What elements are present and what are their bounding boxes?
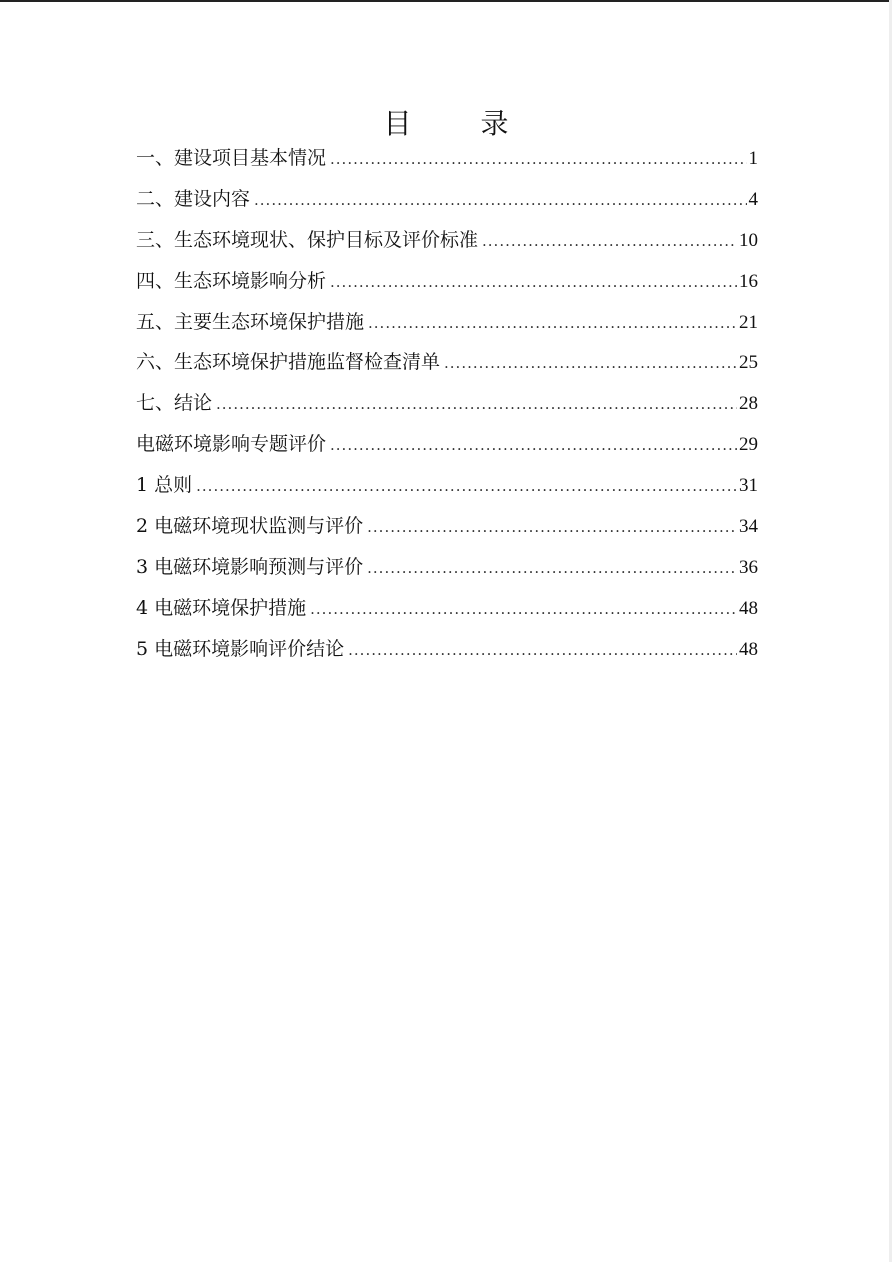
toc-entry-text: 电磁环境影响专题评价 xyxy=(136,433,327,456)
toc-entry-text: 一、建设项目基本情况 xyxy=(136,147,327,169)
toc-entry-text: 四、生态环境影响分析 xyxy=(136,269,327,292)
toc-leader-dots xyxy=(367,554,737,582)
toc-entry[interactable] xyxy=(136,308,758,349)
toc-entry-text: 三、生态环境现状、保护目标及评价标准 xyxy=(136,228,479,251)
toc-entry[interactable] xyxy=(136,471,758,512)
toc-entry-text: 4 电磁环境保护措施 xyxy=(136,596,307,619)
toc-entry-page: 34 xyxy=(739,516,758,538)
toc-entry[interactable] xyxy=(136,430,758,471)
toc-entry-page: 21 xyxy=(739,311,758,333)
toc-entry[interactable] xyxy=(136,553,758,594)
toc-entry[interactable] xyxy=(136,635,758,676)
toc-leader-dots xyxy=(330,431,737,459)
toc-entry-page: 25 xyxy=(739,352,758,374)
toc-leader-dots xyxy=(330,268,737,296)
toc-entry[interactable] xyxy=(136,144,758,185)
toc-entry-text: 5 电磁环境影响评价结论 xyxy=(136,637,345,660)
toc-entry-page: 48 xyxy=(739,638,758,660)
toc-entry-page: 48 xyxy=(739,597,758,619)
toc-entry[interactable] xyxy=(136,267,758,308)
toc-entry-text: 3 电磁环境影响预测与评价 xyxy=(136,555,364,578)
toc-leader-dots xyxy=(330,145,746,173)
toc-entry[interactable] xyxy=(136,185,758,226)
toc-leader-dots xyxy=(482,227,737,255)
toc-entry-page: 4 xyxy=(748,188,758,210)
toc-entry[interactable] xyxy=(136,594,758,635)
toc-title: 目 录 xyxy=(383,107,539,140)
toc-entry-text: 七、结论 xyxy=(136,392,213,415)
toc-entry[interactable] xyxy=(136,348,758,389)
toc-entry-page: 1 xyxy=(748,148,758,169)
toc-leader-dots xyxy=(368,309,737,337)
toc-entry-page: 16 xyxy=(739,270,758,292)
toc-leader-dots xyxy=(348,636,737,664)
table-of-contents xyxy=(136,144,758,676)
toc-entry[interactable] xyxy=(136,389,758,430)
toc-entry[interactable] xyxy=(136,226,758,267)
toc-entry-page: 31 xyxy=(739,475,758,497)
toc-entry-text: 五、主要生态环境保护措施 xyxy=(136,310,365,333)
toc-entry-page: 28 xyxy=(739,393,758,415)
toc-leader-dots xyxy=(254,186,746,214)
toc-entry-text: 二、建设内容 xyxy=(136,187,251,210)
toc-entry[interactable] xyxy=(136,512,758,553)
toc-entry-page: 36 xyxy=(739,556,758,578)
toc-entry-text: 六、生态环境保护措施监督检查清单 xyxy=(136,351,441,374)
toc-leader-dots xyxy=(444,349,737,377)
toc-leader-dots xyxy=(196,472,737,500)
toc-leader-dots xyxy=(367,513,737,541)
toc-entry-page: 29 xyxy=(739,434,758,456)
toc-entry-text: 1 总则 xyxy=(136,474,193,497)
toc-entry-text: 2 电磁环境现状监测与评价 xyxy=(136,515,364,538)
toc-entry-page: 10 xyxy=(739,229,758,251)
toc-leader-dots xyxy=(310,595,737,623)
toc-leader-dots xyxy=(216,390,737,418)
page-top-border xyxy=(0,0,892,2)
